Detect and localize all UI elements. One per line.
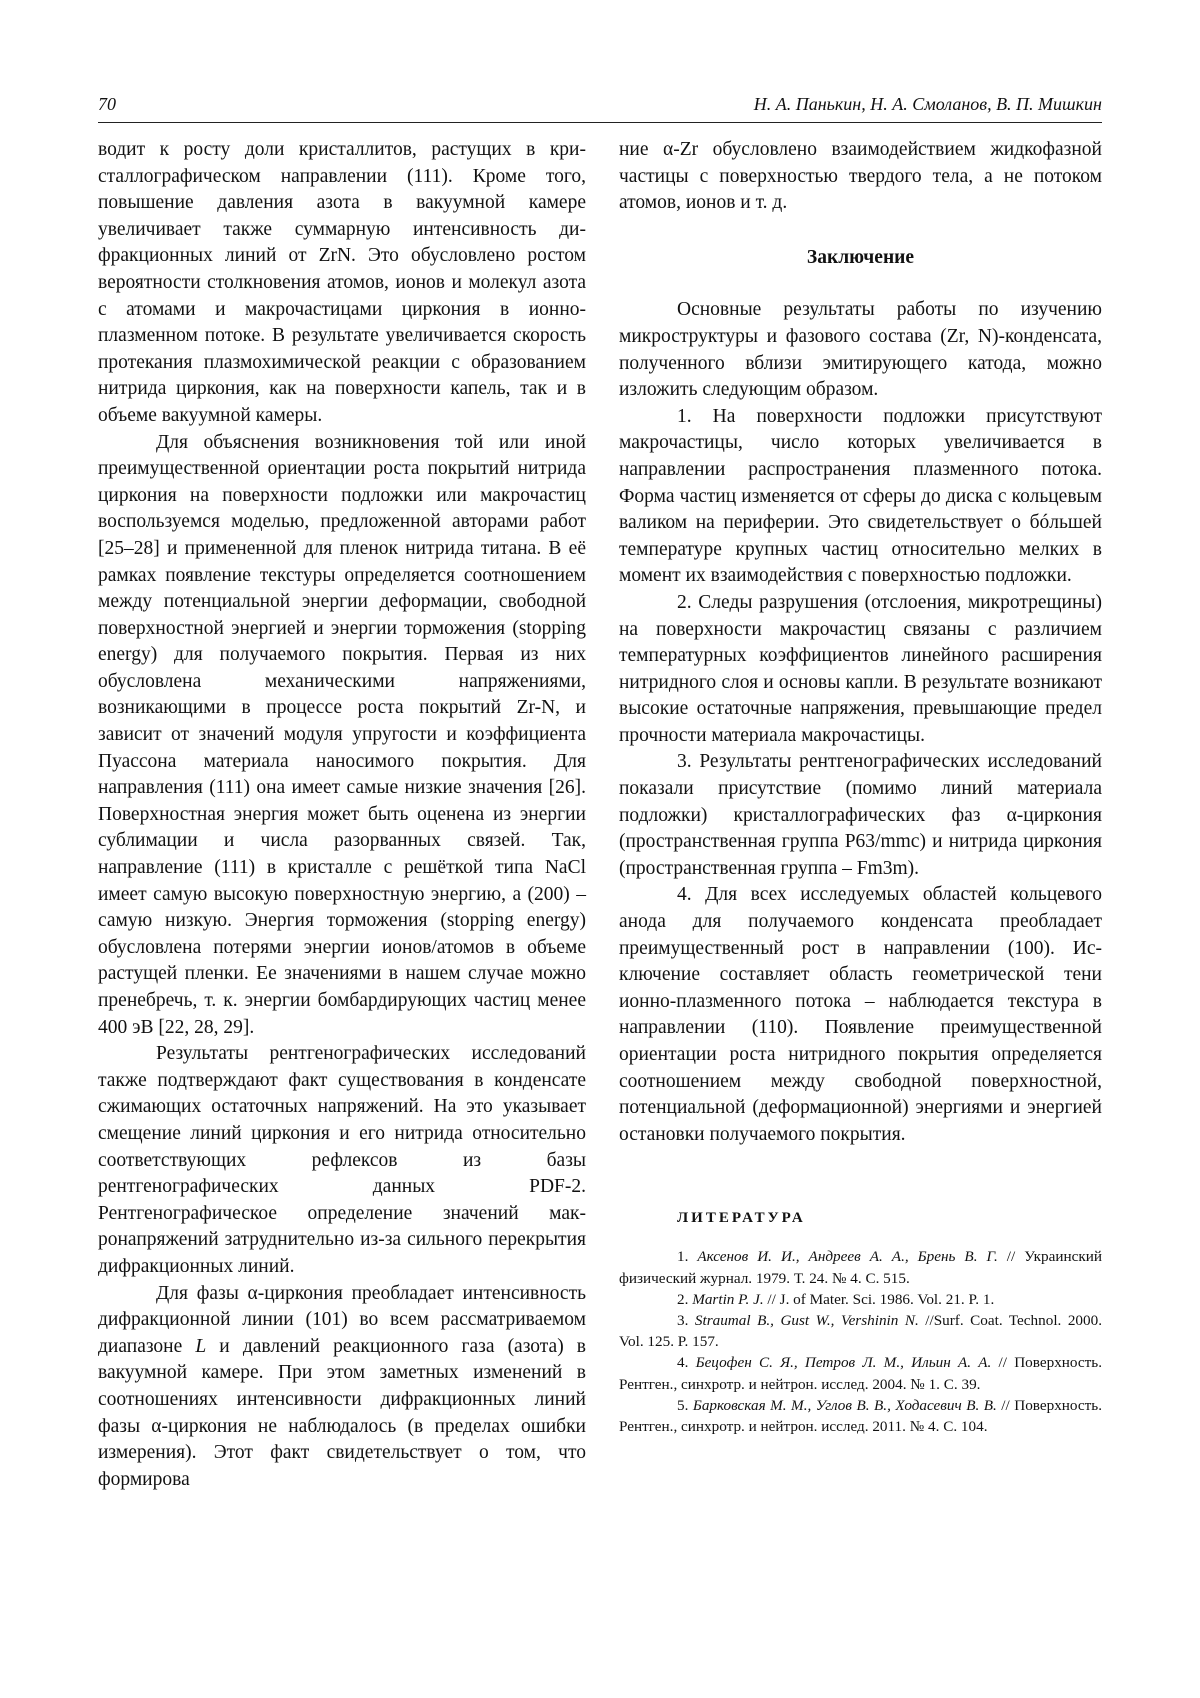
paragraph: ние α-Zr обусловлено взаимодействием жидкофазной частицы с поверхностью твердого тела, а не потоком атомов, ионов и т. д. xyxy=(619,139,1102,214)
references-title: ЛИТЕРАТУРА xyxy=(677,1210,806,1227)
reference-item xyxy=(619,1289,1102,1310)
reference-number: 5. xyxy=(677,1396,693,1414)
running-header xyxy=(98,92,1102,123)
reference-item xyxy=(619,1310,1102,1352)
reference-authors: Барковская М. М., Углов В. В., Ходасевич В. В. xyxy=(692,1396,997,1414)
paragraph: Для объяснения возникновения той или иной преимущественной ориентации роста покрытий нитрида циркония на поверхности подложки или макрочастиц воспользуемся моделью, предложенной авторами работ [25–28] и примененной для пленок нитрида титана. В её рамках появление текстуры определяется соотношением между потенциальной энергии деформации, свободной поверхностной энергией и энергии торможения (stopping energy) для получаемого покрытия. Первая из них обусловлена механическими напряжениями, возникающими в процессе роста покрытий Zr-N, и зависит от значений модуля упругости и коэффициента Пуассона материала наносимого покрытия. Для направления (111) она имеет самые низкие значения [26]. Поверхностная энергия может быть оценена из энергии сублимации и числа разорванных связей. Так, направление (111) в кристалле с решёткой типа NaCl имеет самую высокую поверхностную энергию, а (200) – самую низкую. Энергия торможения (stopping energy) обусловлена потерями энергии ионов/атомов в объеме растущей пленки. Ее значениями в нашем случае можно пренебречь, т. к. энергии бомбардирующих частиц менее 400 эВ [22, 28, 29]. xyxy=(98,431,586,1038)
reference-item xyxy=(619,1395,1102,1437)
conclusion-item: 1. На поверхности подложки присутствуют макрочастицы, число которых увеличивается в направлении распространения плазменного потока. Форма частиц изменяется от сферы до диска с кольцевым валиком на периферии. Это свидетельствует о бóльшей температуре крупных частиц относительно мелких в момент их взаимодействия с поверхностью подложки. xyxy=(619,405,1102,587)
paragraph: Основные результаты работы по изучению микроструктуры и фазового состава (Zr, N)-конденсата, полученного вблизи эмитирующего катода, можно изложить следующим образом. xyxy=(619,299,1102,401)
reference-number: 1. xyxy=(677,1248,698,1266)
reference-source: //Surf. Coat. Technol. 2000. Vol. 125. P. 157. xyxy=(619,1311,1103,1351)
reference-authors: Аксенов И. И., Андреев А. А., Брень В. Г. xyxy=(697,1248,998,1266)
paragraph xyxy=(98,1281,586,1494)
paragraph: Результаты рентгенографических исследований также подтверждают факт существования в конденсате сжимающих остаточных напряжений. На это указывает смещение линий циркония и его нитрида относительно соответствующих рефлексов из базы рентгенографических данных PDF-2. Рентгенографическое определение значений макронапряжений затруднительно из-за сильного перекрытия дифракционных линий. xyxy=(98,1043,586,1277)
text-run: Для фазы α-циркония преобладает интенсивность дифракционной линии (101) во всем рассматриваемом диапазоне xyxy=(98,1282,586,1357)
conclusion-item: 3. Результаты рентгенографических исследований показали присутствие (помимо линий материала подложки) кристаллографических фаз α-циркония (пространственная группа P63/mmc) и нитрида циркония (пространственная группа – Fm3m). xyxy=(619,751,1102,879)
reference-source: // Украинский физический журнал. 1979. Т. 24. № 4. С. 515. xyxy=(619,1248,1103,1287)
reference-number: 2. xyxy=(677,1290,693,1308)
paragraph: водит к росту доли кристаллитов, растущих в кристаллографическом направлении (111). Кроме того, повышение давления азота в вакуумной камере увеличивает также суммарную интенсивность дифракционных линий от ZrN. Это обусловлено ростом вероятности столкновения атомов, ионов и молекул азота с атомами и макрочастицами циркония в ионно-плазменном потоке. В результате увеличивается скорость протекания плазмохимической реакции с образованием нитрида циркония, как на поверхности капель, так и в объеме вакуумной камеры. xyxy=(98,139,586,426)
running-header-authors: Н. А. Панькин, Н. А. Смоланов, В. П. Мишкин xyxy=(753,94,1102,114)
right-column xyxy=(619,137,1102,1437)
reference-source: // Поверхность. Рентген., синхротр. и нейтрон. исслед. 2004. № 1. С. 39. xyxy=(619,1354,1102,1393)
text-run: и давлений реакционного газа (азота) в вакуумной камере. При этом заметных изменений в соотношениях интенсивности дифракционных линий фазы α-циркония не наблюдалось (в пределах ошибки измерения). Этот факт свидетельствует о том, что формирова xyxy=(98,1335,586,1490)
conclusion-item: 4. Для всех исследуемых областей кольцевого анода для получаемого конденсата преобладает преимущественный рост в направлении (100). Исключение составляет область геометрической тени ионно-плазменного потока – наблюдается текстура в направлении (110). Появление преимущественной ориентации роста нитридного покрытия определяется соотношением между свободной поверхностной, потенциальной (деформационной) энергиями и энергией остановки получаемого покрытия. xyxy=(619,884,1102,1145)
left-column xyxy=(98,137,586,1493)
reference-item xyxy=(619,1352,1102,1394)
reference-number: 3. xyxy=(677,1311,695,1329)
reference-source: // Поверхность. Рентген., синхротр. и нейтрон. исслед. 2011. № 4. С. 104. xyxy=(619,1396,1103,1435)
variable-L: L xyxy=(195,1335,207,1357)
section-title: Заключение xyxy=(806,246,915,268)
reference-item xyxy=(619,1246,1102,1288)
reference-authors: Martin P. J. xyxy=(692,1290,764,1308)
reference-authors: Straumal B., Gust W., Vershinin N. xyxy=(694,1311,919,1329)
reference-number: 4. xyxy=(677,1354,696,1372)
page-number: 70 xyxy=(98,94,116,114)
reference-source: // J. of Mater. Sci. 1986. Vol. 21. P. 1. xyxy=(763,1290,995,1308)
reference-authors: Бецофен С. Я., Петров Л. М., Ильин А. А. xyxy=(695,1354,992,1372)
conclusion-item: 2. Следы разрушения (отслоения, микротрещины) на поверхности макрочастиц связаны с различием температурных коэффициентов линейного расширения нитридного слоя и основы капли. В результате возникают высокие остаточные напряжения, превышающие предел прочности материала макрочастицы. xyxy=(619,591,1102,746)
references-list xyxy=(619,1246,1102,1437)
